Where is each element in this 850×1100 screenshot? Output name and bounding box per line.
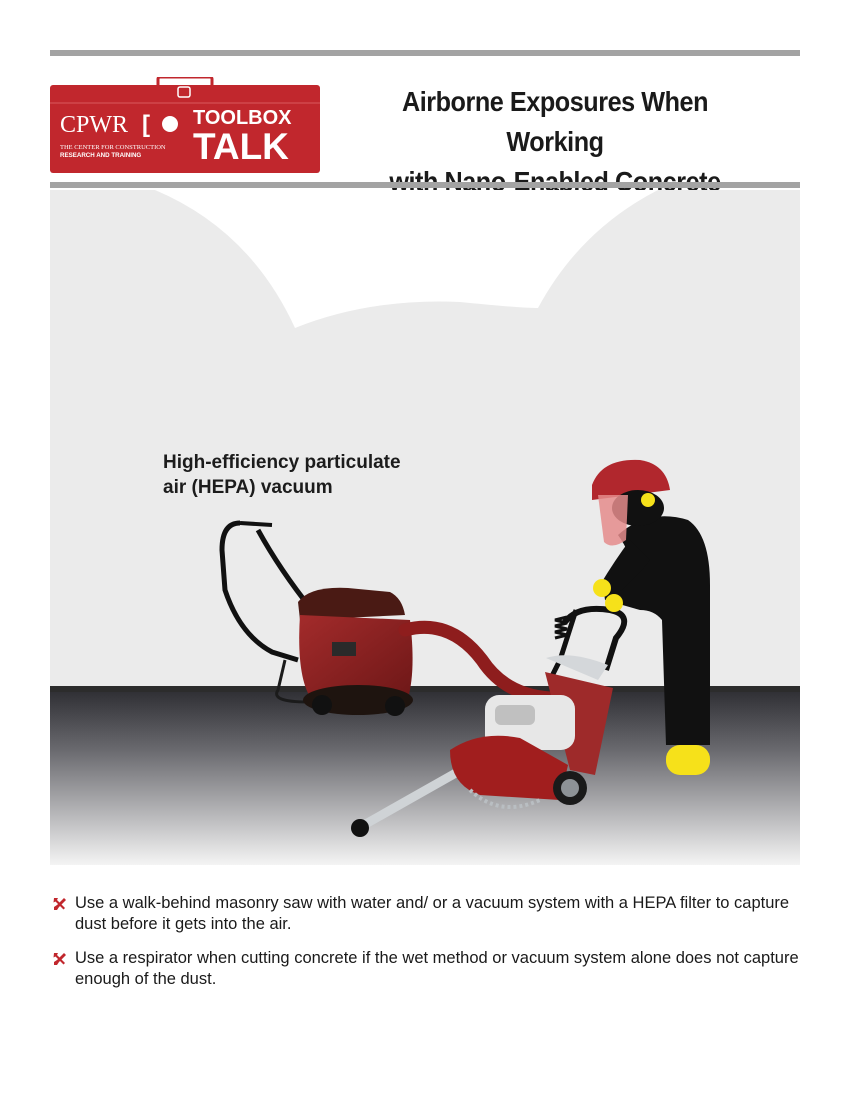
- logo-bracket: [: [142, 111, 150, 138]
- hammer-wrench-icon: [52, 896, 68, 912]
- worker-glove-1: [593, 579, 611, 597]
- worker-glove-2: [605, 594, 623, 612]
- hammer-wrench-icon: [52, 951, 68, 967]
- ear-muff: [641, 493, 655, 507]
- page-title-line1: Airborne Exposures When Working: [401, 86, 709, 157]
- logo-badge-line2: TALK: [193, 126, 289, 167]
- cpwr-toolbox-talk-logo: [50, 77, 320, 173]
- tip-text: Use a respirator when cutting concrete if the wet method or vacuum system alone does not capture enough of the dust.: [75, 949, 799, 988]
- vacuum-lid: [298, 588, 405, 620]
- logo-org-line1: THE CENTER FOR CONSTRUCTION: [60, 144, 166, 151]
- hepa-label-line2: air (HEPA) vacuum: [163, 477, 333, 498]
- list-item: [52, 893, 802, 935]
- logo-org-line2: RESEARCH AND TRAINING: [60, 152, 142, 159]
- worker-boots: [666, 745, 710, 775]
- logo-dot: [162, 116, 178, 132]
- saw-cutting-illustration: [50, 190, 800, 865]
- logo-org: CPWR: [60, 112, 129, 138]
- hepa-vacuum-label: [163, 450, 401, 500]
- tip-text: Use a walk-behind masonry saw with water and/ or a vacuum system with a HEPA filter to capture dust before it gets into the air.: [75, 894, 790, 933]
- list-item: [52, 948, 802, 990]
- hepa-label-line1: High-efficiency particulate: [163, 452, 401, 473]
- header-bottom-rule: [50, 182, 800, 188]
- logo-badge-line1: TOOLBOX: [193, 107, 292, 129]
- safety-tips-list: [52, 893, 802, 1003]
- top-rule: [50, 50, 800, 56]
